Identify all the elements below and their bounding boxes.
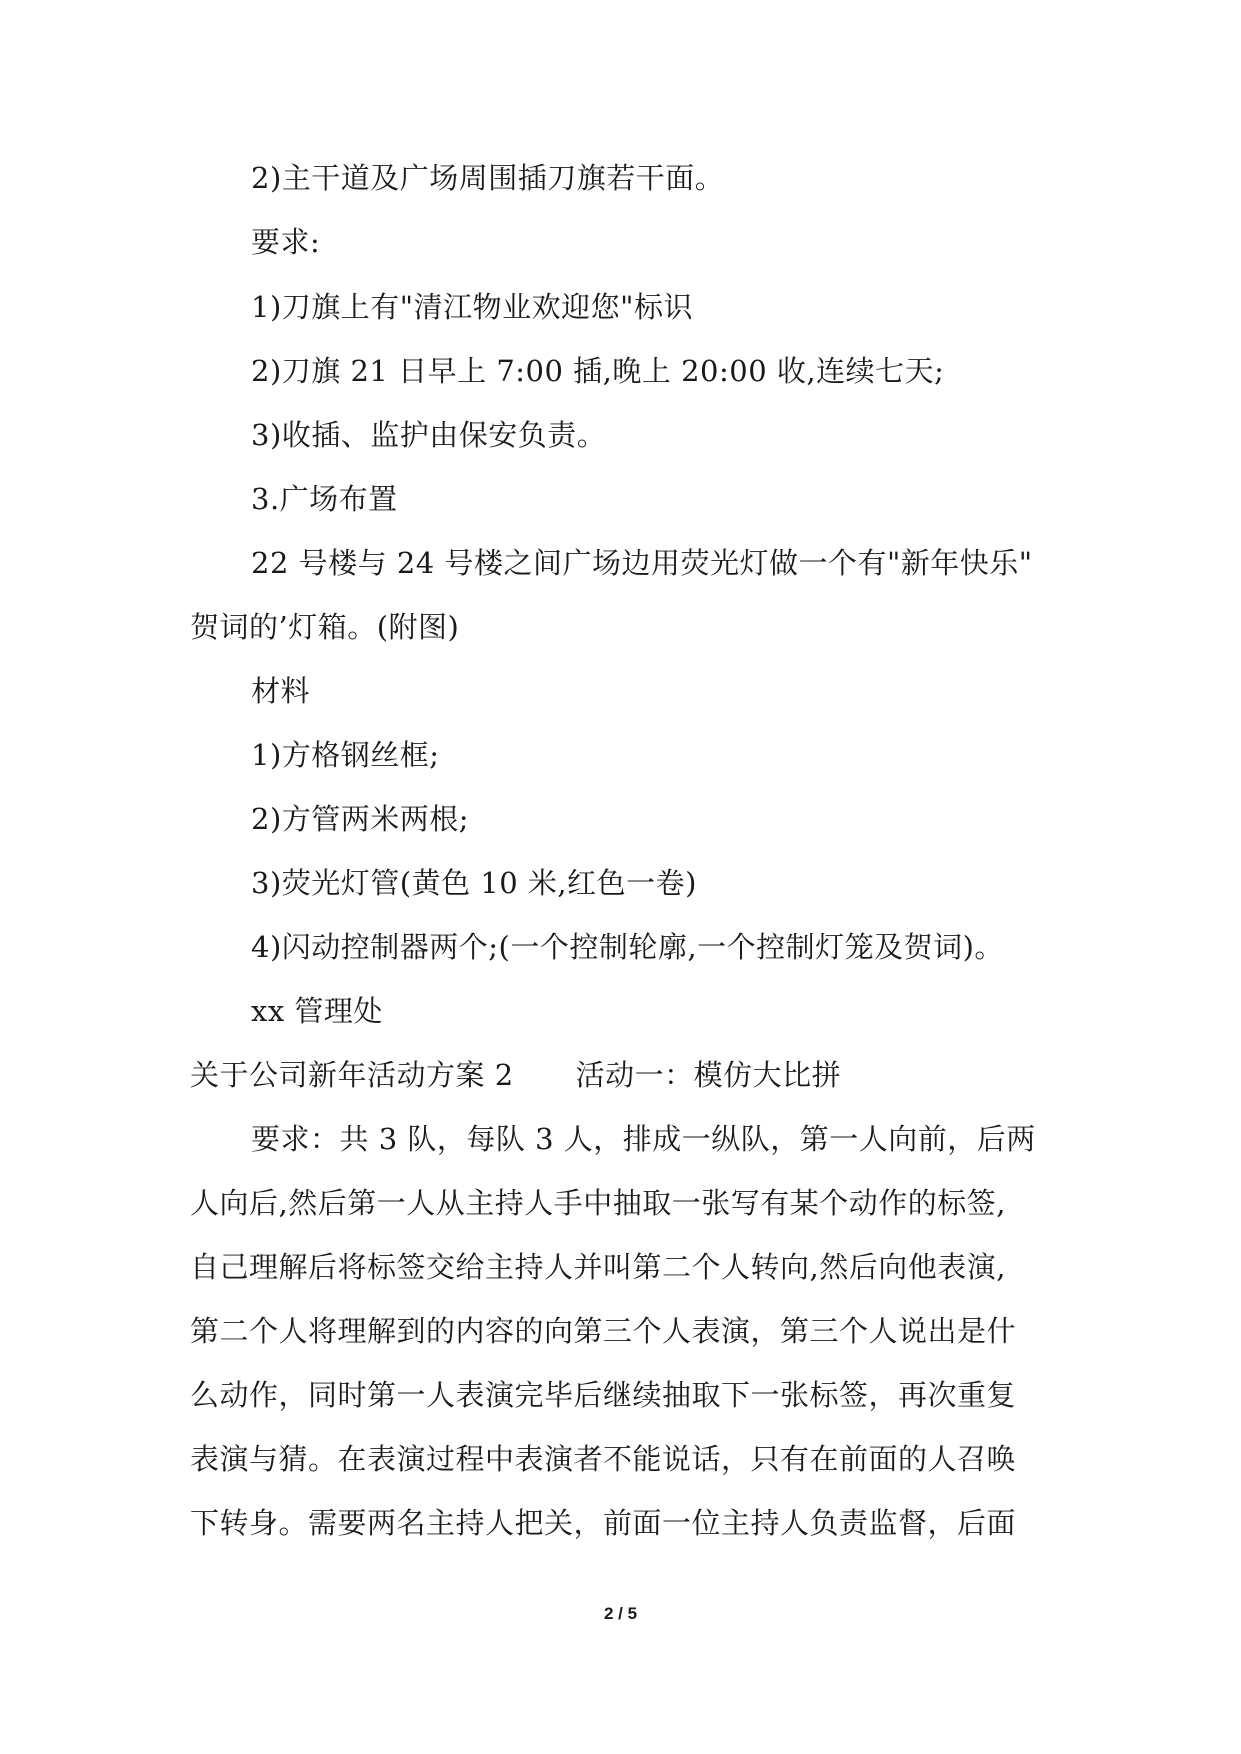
text-line: 3)荧光灯管(黄色 10 米,红色一卷) — [251, 866, 697, 900]
paragraph-line: 么动作，同时第一人表演完毕后继续抽取下一张标签，再次重复 — [190, 1378, 1017, 1412]
text-line: 3.广场布置 — [251, 482, 398, 516]
activity-title: 活动一：模仿大比拼 — [575, 1058, 842, 1092]
paragraph-line: 下转身。需要两名主持人把关，前面一位主持人负责监督，后面 — [190, 1506, 1017, 1540]
text-line: 1)方格钢丝框; — [251, 738, 440, 772]
text-line: 2)刀旗 21 日早上 7:00 插,晚上 20:00 收,连续七天; — [251, 354, 945, 388]
text-line: xx 管理处 — [251, 994, 383, 1028]
paragraph-line: 人向后,然后第一人从主持人手中抽取一张写有某个动作的标签, — [190, 1186, 1006, 1220]
text-line: 4)闪动控制器两个;(一个控制轮廓,一个控制灯笼及贺词)。 — [251, 930, 1004, 964]
paragraph-line: 第二个人将理解到的内容的向第三个人表演，第三个人说出是什 — [190, 1314, 1017, 1348]
text-line: 材料 — [251, 674, 311, 708]
text-line: 2)主干道及广场周围插刀旗若干面。 — [251, 161, 725, 195]
text-line: 贺词的’灯箱。(附图) — [190, 610, 460, 644]
paragraph-line: 表演与猜。在表演过程中表演者不能说话，只有在前面的人召唤 — [190, 1442, 1017, 1476]
text-line: 2)方管两米两根; — [251, 802, 470, 836]
text-line: 3)收插、监护由保安负责。 — [251, 418, 607, 452]
section-title: 关于公司新年活动方案 2 — [190, 1058, 514, 1092]
paragraph-line: 自己理解后将标签交给主持人并叫第二个人转向,然后向他表演, — [190, 1250, 1006, 1284]
text-line: 1)刀旗上有"清江物业欢迎您"标识 — [251, 290, 693, 324]
text-line: 22 号楼与 24 号楼之间广场边用荧光灯做一个有"新年快乐" — [251, 546, 1033, 580]
text-line: 要求: — [251, 225, 321, 259]
paragraph-line: 要求：共 3 队，每队 3 人，排成一纵队，第一人向前，后两 — [251, 1122, 1036, 1156]
section-heading — [190, 1055, 841, 1095]
page-number: 2 / 5 — [603, 1604, 638, 1623]
